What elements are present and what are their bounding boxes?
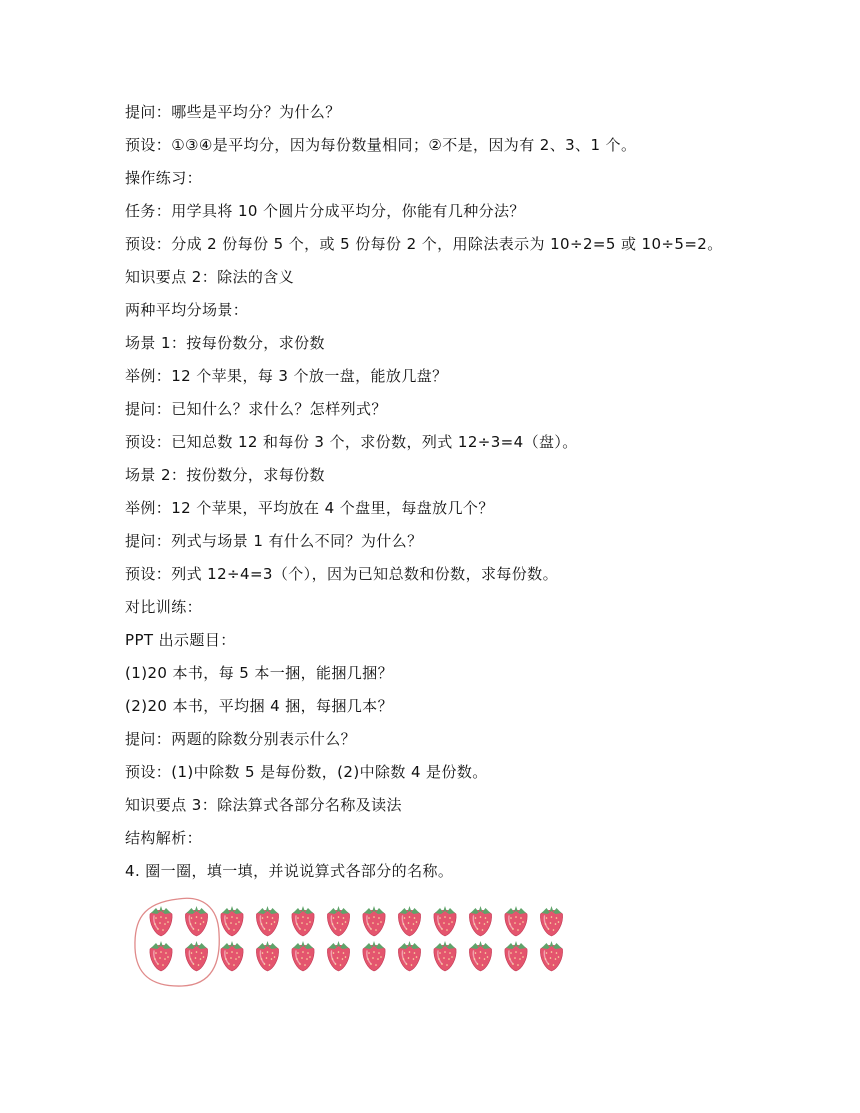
exercise-prompt: 4. 圈一圈，填一填，并说说算式各部分的名称。 [125,862,454,880]
strawberry-illustration [130,893,590,993]
strawberry-icon [434,906,456,936]
text-line: 提问：哪些是平均分？为什么？ [125,103,341,121]
text-line: 举例：12 个苹果，平均放在 4 个盘里，每盘放几个？ [125,499,494,517]
text-line: 预设：分成 2 份每份 5 个，或 5 份每份 2 个，用除法表示为 10÷2=5 或 10÷5=2。 [125,235,723,253]
strawberry-icon [150,941,172,971]
strawberry-icon [256,906,278,936]
text-line: 预设：①③④是平均分，因为每份数量相同；②不是，因为有 2、3、1 个。 [125,136,637,154]
text-line: 结构解析： [125,829,203,847]
strawberry-icon [540,906,562,936]
text-line: 场景 1：按每份数分，求份数 [125,334,325,352]
text-line: 提问：列式与场景 1 有什么不同？为什么？ [125,532,423,550]
text-line: 预设：(1)中除数 5 是每份数，(2)中除数 4 是份数。 [125,763,488,781]
strawberry-icon [221,941,243,971]
text-line: 场景 2：按份数分，求每份数 [125,466,325,484]
text-line: 对比训练： [125,598,203,616]
strawberry-icon [150,906,172,936]
strawberry-icon [327,941,349,971]
section-heading: 知识要点 3：除法算式各部分名称及读法 [125,796,402,814]
strawberry-icon [469,941,491,971]
strawberry-icon [398,941,420,971]
strawberry-icon [292,941,314,971]
strawberry-icon [505,906,527,936]
section-heading: 知识要点 2：除法的含义 [125,268,295,286]
text-line: 预设：已知总数 12 和每份 3 个，求份数，列式 12÷3=4（盘）。 [125,433,578,451]
text-line: PPT 出示题目： [125,631,236,649]
text-line: 任务：用学具将 10 个圆片分成平均分，你能有几种分法？ [125,202,525,220]
strawberry-icon [221,906,243,936]
text-line: 举例：12 个苹果，每 3 个放一盘，能放几盘？ [125,367,448,385]
text-line: (2)20 本书，平均捆 4 捆，每捆几本？ [125,697,393,715]
text-block [125,99,765,891]
text-line: 两种平均分场景： [125,301,249,319]
strawberry-icon [185,941,207,971]
strawberry-icon [505,941,527,971]
strawberry-icon [327,906,349,936]
strawberry-icon [185,906,207,936]
text-line: 操作练习： [125,169,203,187]
strawberry-icon [363,941,385,971]
text-line: 提问：已知什么？求什么？怎样列式？ [125,400,387,418]
strawberry-icon [398,906,420,936]
text-line: (1)20 本书，每 5 本一捆，能捆几捆？ [125,664,393,682]
group-circle [135,898,219,986]
strawberry-icon [256,941,278,971]
strawberry-icon [434,941,456,971]
text-line: 预设：列式 12÷4=3（个），因为已知总数和份数，求每份数。 [125,565,558,583]
strawberry-icon [469,906,491,936]
strawberry-icon [363,906,385,936]
strawberry-icon [540,941,562,971]
text-line: 提问：两题的除数分别表示什么？ [125,730,357,748]
strawberry-icon [292,906,314,936]
strawberry-figure [130,893,590,993]
